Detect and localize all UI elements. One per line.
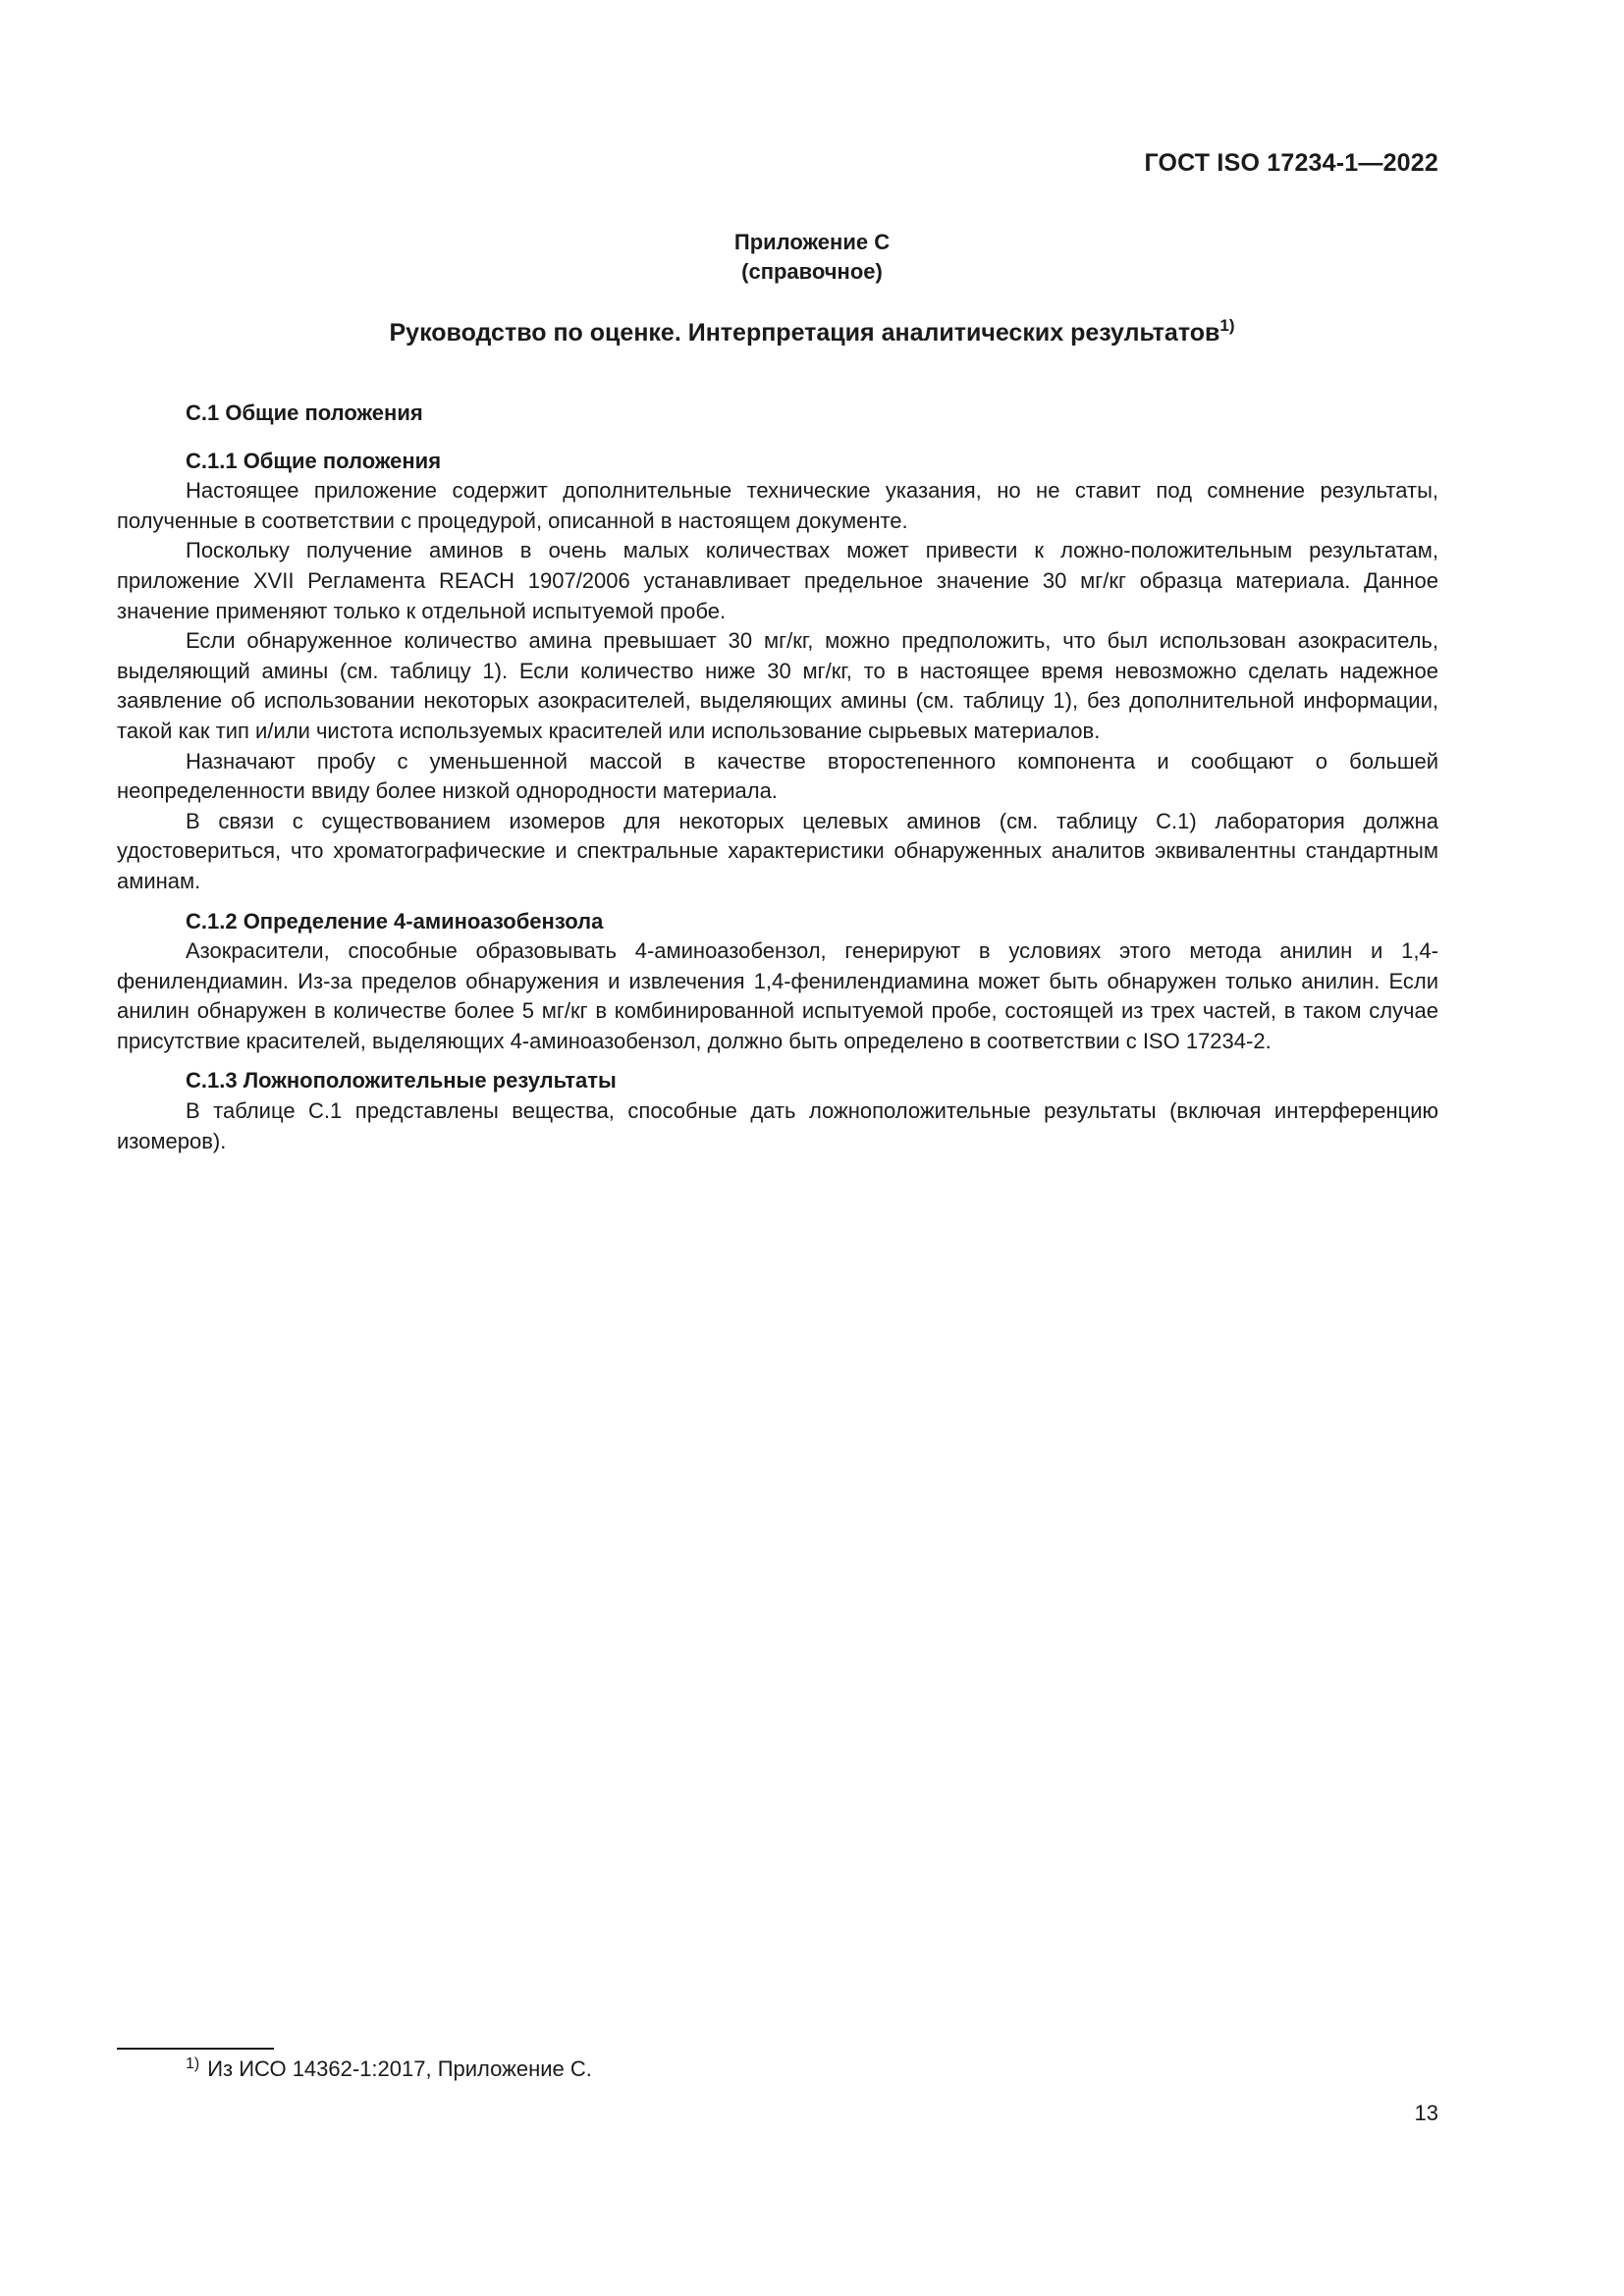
annex-body (117, 399, 1438, 1156)
annex-kind: (справочное) (741, 259, 883, 284)
footnote-text: Из ИСО 14362-1:2017, Приложение С. (207, 2056, 592, 2081)
annex-heading (0, 228, 1624, 287)
annex-title (0, 316, 1624, 347)
section-c11-paragraph-1: Настоящее приложение содержит дополнительные технические указания, но не ставит под сомнение результаты, полученные в соответствии с процедурой, описанной в настоящем документе. (117, 478, 1438, 533)
footnote-mark: 1) (186, 2056, 200, 2072)
annex-label: Приложение С (733, 230, 891, 254)
section-c12-heading: С.1.2 Определение 4-аминоазобензола (186, 908, 604, 934)
section-c11-paragraph-3: Если обнаруженное количество амина превышает 30 мг/кг, можно предположить, что был использован азокраситель, выделяющий амины (см. таблицу 1). Если количество ниже 30 мг/кг, то в настоящее время невозможно сделать надежное заявление об использовании некоторых азокрасителей, выделяющих амины (см. таблицу 1), без дополнительной информации, такой как тип и/или чистота используемых красителей или использование сырьевых материалов. (117, 628, 1438, 743)
section-c12-paragraph-1: Азокрасители, способные образовывать 4-аминоазобензол, генерируют в условиях этого метода анилин и 1,4-фенилендиамин. Из-за пределов обнаружения и извлечения 1,4-фенилендиамина может быть обнаружен только анилин. Если анилин обнаружен в количестве более 5 мг/кг в комбинированной испытуемой пробе, состоящей из трех частей, в таком случае присутствие красителей, выделяющих 4-аминоазобензол, должно быть определено в соответствии с ISO 17234-2. (117, 938, 1438, 1053)
footnote-separator (117, 2048, 274, 2050)
annex-title-text: Руководство по оценке. Интерпретация аналитических результатов (389, 319, 1220, 347)
document-code: ГОСТ ISO 17234-1—2022 (1144, 149, 1438, 177)
section-c11-paragraph-2: Поскольку получение аминов в очень малых количествах может привести к ложно-положительным результатам, приложение XVII Регламента REACH 1907/2006 устанавливает предельное значение 30 мг/кг образца материала. Данное значение применяют только к отдельной испытуемой пробе. (117, 538, 1438, 623)
section-c11-heading: С.1.1 Общие положения (186, 448, 442, 473)
section-c13-paragraph-1: В таблице С.1 представлены вещества, способные дать ложноположительные результаты (включая интерференцию изомеров). (117, 1098, 1438, 1153)
page-number: 13 (1414, 2101, 1438, 2125)
title-footnote-mark: 1) (1219, 316, 1235, 335)
section-c11-paragraph-5: В связи с существованием изомеров для некоторых целевых аминов (см. таблицу С.1) лаборатория должна удостовериться, что хроматографические и спектральные характеристики обнаруженных аналитов эквивалентны стандартным аминам. (117, 808, 1438, 893)
section-c1-heading: С.1 Общие положения (186, 400, 423, 425)
section-c13-heading: С.1.3 Ложноположительные результаты (186, 1068, 617, 1094)
section-c11-paragraph-4: Назначают пробу с уменьшенной массой в качестве второстепенного компонента и сообщают о большей неопределенности ввиду более низкой однородности материала. (117, 748, 1438, 804)
footnote (186, 2056, 592, 2082)
